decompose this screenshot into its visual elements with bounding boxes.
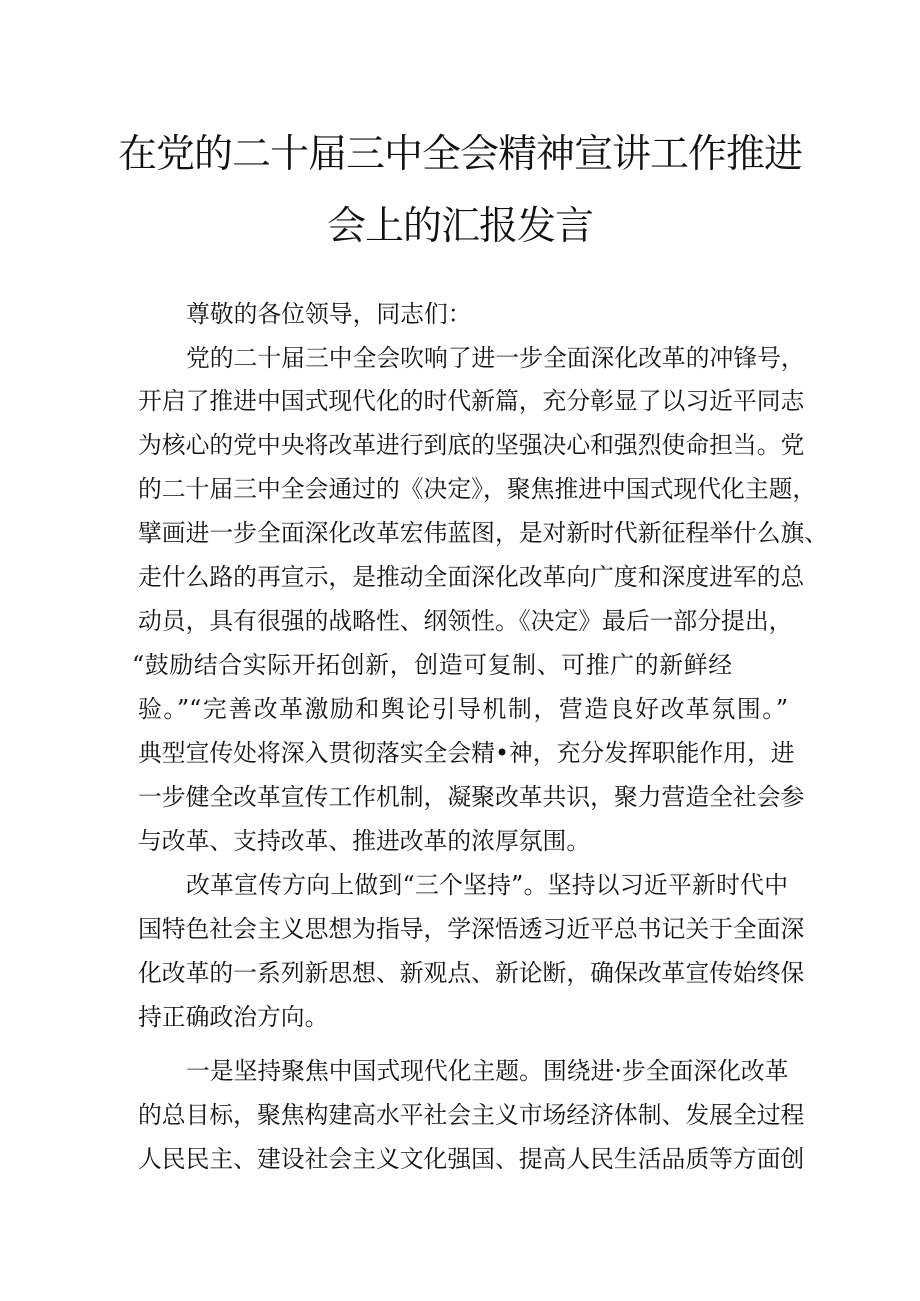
paragraph-line: 验。”“完善改革激励和舆论引导机制，营造良好改革氛围。” [138,695,788,723]
paragraph-line: 擘画进一步全面深化改革宏伟蓝图，是对新时代新征程举什么旗、 [138,519,829,547]
paragraph-line: 开启了推进中国式现代化的时代新篇，充分彰显了以习近平同志 [138,387,805,415]
paragraph-line: 一是坚持聚焦中国式现代化主题。围绕进·步全面深化改革 [186,1057,789,1085]
paragraph-line: 国特色社会主义思想为指导，学深悟透习近平总书记关于全面深 [138,915,805,943]
paragraph-line: 与改革、支持改革、推进改革的浓厚氛围。 [138,827,591,855]
paragraph-line: 动员，具有很强的战略性、纲领性。《决定》最后一部分提出， [138,607,793,635]
paragraph-line: 化改革的一系列新思想、新观点、新论断，确保改革宣传始终保 [138,959,805,987]
paragraph-line: 的二十届三中全会通过的《决定》，聚焦推进中国式现代化主题， [138,475,817,503]
paragraph-line: 为核心的党中央将改革进行到底的坚强决心和强烈使命担当。党 [138,431,805,459]
paragraph-line: 改革宣传方向上做到“三个坚持”。坚持以习近平新时代中 [186,871,788,899]
paragraph-line: 持正确政治方向。 [138,1003,329,1031]
paragraph-line: 走什么路的再宣示，是推动全面深化改革向广度和深度进军的总 [138,563,805,591]
paragraph-line: “鼓励结合实际开拓创新，创造可复制、可推广的新鲜经 [132,651,732,679]
paragraph-line: 人民民主、建设社会主义文化强国、提高人民生活品质等方面创 [138,1145,805,1173]
paragraph-line: 典型宣传处将深入贯彻落实全会精•神，充分发挥职能作用，进 [138,739,795,767]
paragraph-line: 一步健全改革宣传工作机制，凝聚改革共识，聚力营造全社会参 [138,783,805,811]
document-title-line-1: 在党的二十届三中全会精神宣讲工作推进 [117,132,802,177]
salutation: 尊敬的各位领导，同志们： [186,300,472,328]
paragraph-line: 的总目标，聚焦构建高水平社会主义市场经济体制、发展全过程 [138,1101,805,1129]
paragraph-line: 党的二十届三中全会吹响了进一步全面深化改革的冲锋号， [186,344,805,372]
document-title-line-2: 会上的汇报发言 [326,204,593,249]
